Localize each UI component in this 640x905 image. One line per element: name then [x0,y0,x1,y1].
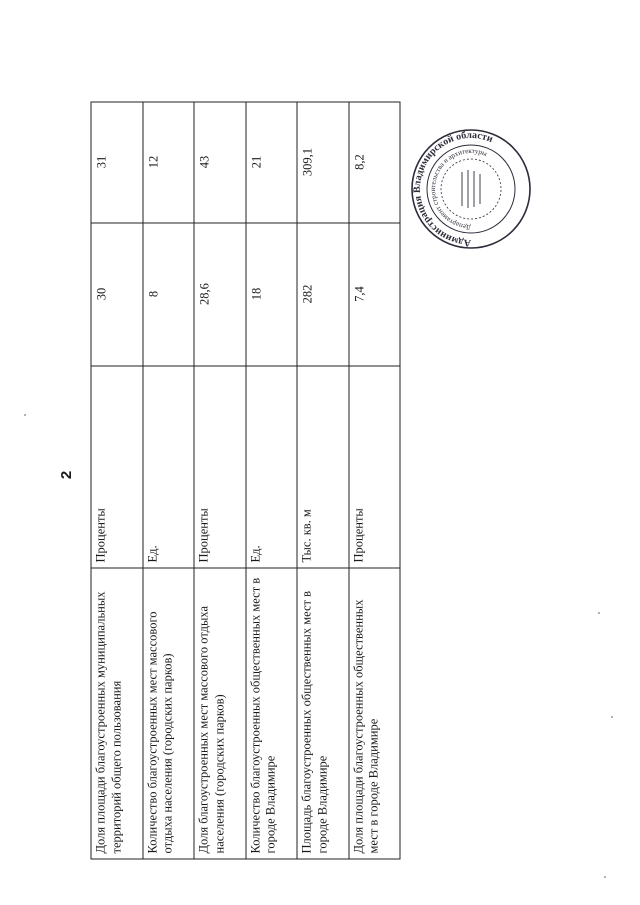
seal-center-ring [441,159,501,219]
value-2-cell: 31 [91,102,143,223]
seal-center-scribble [462,170,480,208]
table-row [297,102,349,859]
value-1-cell: 30 [91,223,143,366]
unit-cell: Ед. [143,366,195,568]
table-row [349,102,401,859]
value-1-cell: 282 [297,223,349,366]
indicators-table [91,102,401,860]
unit-cell: Проценты [194,366,246,568]
value-1-cell: 7,4 [349,223,401,366]
indicators-table-rotated [91,103,401,860]
value-2-cell: 43 [194,102,246,223]
value-2-cell: 12 [143,102,195,223]
indicator-cell: Количество благоустроенных общественных мест в городе Владимире [246,568,298,859]
seal-inner-text: Департамент строительства и архитектуры [428,146,489,232]
indicator-cell: Количество благоустроенных мест массового отдыха населения (городских парков) [143,568,195,859]
official-seal [410,128,532,250]
table-row [246,102,298,859]
unit-cell: Тыс. кв. м [297,366,349,568]
indicators-table-body [91,102,400,859]
scan-speck [611,716,613,718]
value-2-cell: 309,1 [297,102,349,223]
value-1-cell: 18 [246,223,298,366]
unit-cell: Проценты [91,366,143,568]
indicator-cell: Доля благоустроенных мест массового отдыха населения (городских парков) [194,568,246,859]
unit-cell: Ед. [246,366,298,568]
value-1-cell: 8 [143,223,195,366]
value-2-cell: 8,2 [349,102,401,223]
scan-speck [598,612,600,614]
table-row [91,102,143,859]
unit-cell: Проценты [349,366,401,568]
value-1-cell: 28,6 [194,223,246,366]
indicator-cell: Площадь благоустроенных общественных мест в городе Владимире [297,568,349,859]
page-number: 2 [57,470,75,480]
value-2-cell: 21 [246,102,298,223]
seal-outer-text: Администрация Владимирской области [411,129,495,249]
scan-speck [604,876,606,878]
indicator-cell: Доля площади благоустроенных общественных мест в городе Владимире [349,568,401,859]
scan-speck [24,414,26,416]
seal-inner-ring [427,145,515,233]
table-row [194,102,246,859]
table-row [143,102,195,859]
indicator-cell: Доля площади благоустроенных муниципальных территорий общего пользования [91,568,143,859]
